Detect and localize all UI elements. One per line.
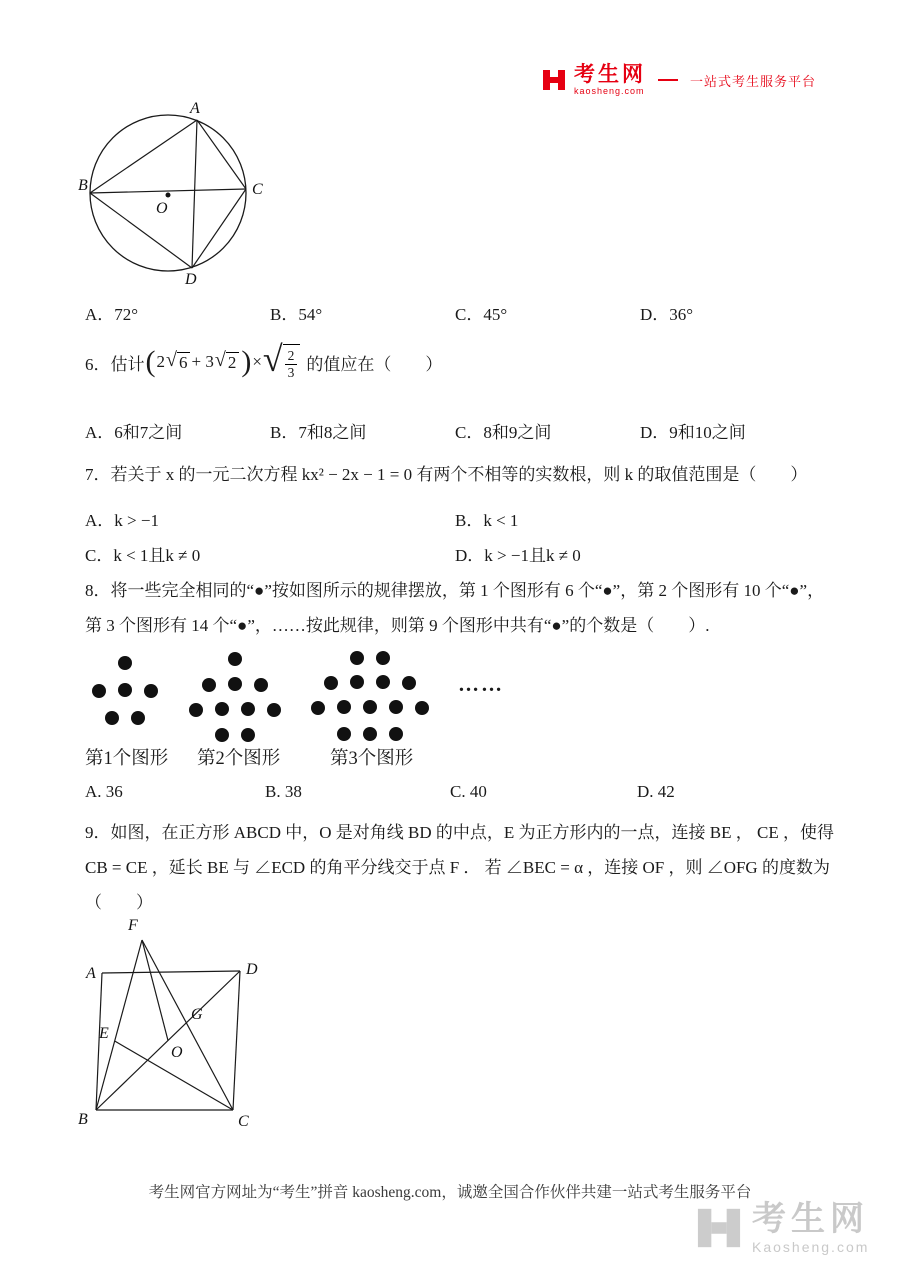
q6-option-d: D．9和10之间 (640, 423, 746, 442)
svg-text:F: F (128, 917, 138, 934)
watermark (696, 1202, 869, 1254)
brand-text (574, 64, 646, 96)
q6-option-c: C．8和9之间 (455, 423, 552, 442)
svg-text:C: C (252, 181, 263, 198)
question-8-line1: 8．将一些完全相同的“●”按如图所示的规律摆放，第 1 个图形有 6 个“●”，第 2 个图形有 10 个“●”， (85, 581, 825, 600)
svg-text:B: B (78, 177, 88, 194)
svg-text:B: B (78, 1111, 88, 1128)
circle-figure (78, 100, 268, 295)
svg-text:A: A (86, 965, 96, 982)
question-9-line1: 9．如图，在正方形 ABCD 中，O 是对角线 BD 的中点，E 为正方形内的一点，连接 BE ， CE ，使得 (85, 823, 834, 842)
question-6-text (85, 339, 443, 380)
square-figure (70, 908, 305, 1138)
q6-paren-close: ) (241, 345, 252, 379)
q6-plus: + 3 (191, 352, 214, 372)
q7-option-c: C．k < 1且k ≠ 0 (85, 546, 201, 565)
brand-tagline: 一站式考生服务平台 (689, 73, 816, 89)
svg-text:A: A (190, 100, 200, 117)
header-logo (542, 64, 816, 96)
svg-text:E: E (99, 1025, 109, 1042)
q6-option-a: A．6和7之间 (85, 423, 183, 442)
q6-paren-open: ( (145, 345, 156, 379)
figure-2-caption: 第2个图形 (197, 749, 281, 769)
watermark-icon (696, 1205, 742, 1251)
q6-radical-fraction (262, 339, 301, 380)
q7-option-d: D．k > −1且k ≠ 0 (455, 546, 581, 565)
q6-suffix: 的值应在（ ） (306, 354, 443, 374)
svg-text:G: G (191, 1006, 203, 1023)
q6-prefix: 6．估计 (85, 354, 145, 374)
q8-option-d: D. 42 (637, 782, 675, 801)
radical-sign: √ (166, 348, 177, 371)
figure-1-caption: 第1个图形 (85, 749, 169, 769)
pattern-ellipsis: …… (458, 672, 504, 696)
radical-sign: √ (262, 339, 283, 379)
radicand-fraction (283, 344, 301, 380)
figure-3-caption: 第3个图形 (330, 749, 414, 769)
question-9-line2: CB = CE ，延长 BE 与 ∠ECD 的角平分线交于点 F ． 若 ∠BEC = α ，连接 OF ，则 ∠OFG 的度数为 (85, 858, 830, 877)
q6-option-b: B．7和8之间 (270, 423, 367, 442)
question-7-text: 7．若关于 x 的一元二次方程 kx² − 2x − 1 = 0 有两个不相等的实数根，则 k 的取值范围是（ ） (85, 465, 808, 484)
watermark-text (752, 1202, 869, 1254)
radicand: 6 (177, 352, 191, 373)
brand-domain: kaosheng.com (573, 86, 645, 96)
q6-radical-1 (166, 348, 190, 373)
fraction-denominator: 3 (285, 364, 298, 381)
fraction-numerator: 2 (287, 348, 295, 363)
svg-text:O: O (156, 200, 168, 217)
q6-radical-2 (214, 348, 239, 373)
q7-option-a: A．k > −1 (85, 511, 159, 530)
q8-option-c: C. 40 (450, 782, 487, 801)
svg-text:O: O (171, 1044, 183, 1061)
watermark-brand: 考生网 (752, 1200, 869, 1238)
q6-times: × (252, 352, 262, 372)
brand-icon (542, 68, 566, 92)
svg-text:D: D (185, 271, 197, 288)
q5-option-d: D．36° (640, 305, 694, 324)
svg-text:D: D (246, 961, 258, 978)
q8-option-b: B. 38 (265, 782, 302, 801)
brand-divider (658, 79, 678, 81)
q5-option-b: B．54° (270, 305, 323, 324)
radicand: 2 (226, 352, 240, 373)
q5-option-c: C．45° (455, 305, 508, 324)
brand-name: 考生网 (573, 63, 646, 86)
question-8-line2: 第 3 个图形有 14 个“●”，……按此规律，则第 9 个图形中共有“●”的个数是（ ）. (85, 616, 710, 635)
svg-text:C: C (238, 1113, 249, 1130)
watermark-domain: Kaosheng.com (752, 1239, 870, 1255)
fraction (285, 348, 298, 380)
q6-coef1: 2 (156, 352, 165, 372)
footer-note: 考生网官方网址为“考生”拼音 kaosheng.com，诚邀全国合作伙伴共建一站式考生服务平台 (148, 1184, 752, 1201)
q8-option-a: A. 36 (85, 782, 123, 801)
q7-option-b: B．k < 1 (455, 511, 519, 530)
q5-option-a: A．72° (85, 305, 139, 324)
question-9-line3: （ ） (85, 893, 153, 912)
radical-sign: √ (214, 348, 226, 371)
